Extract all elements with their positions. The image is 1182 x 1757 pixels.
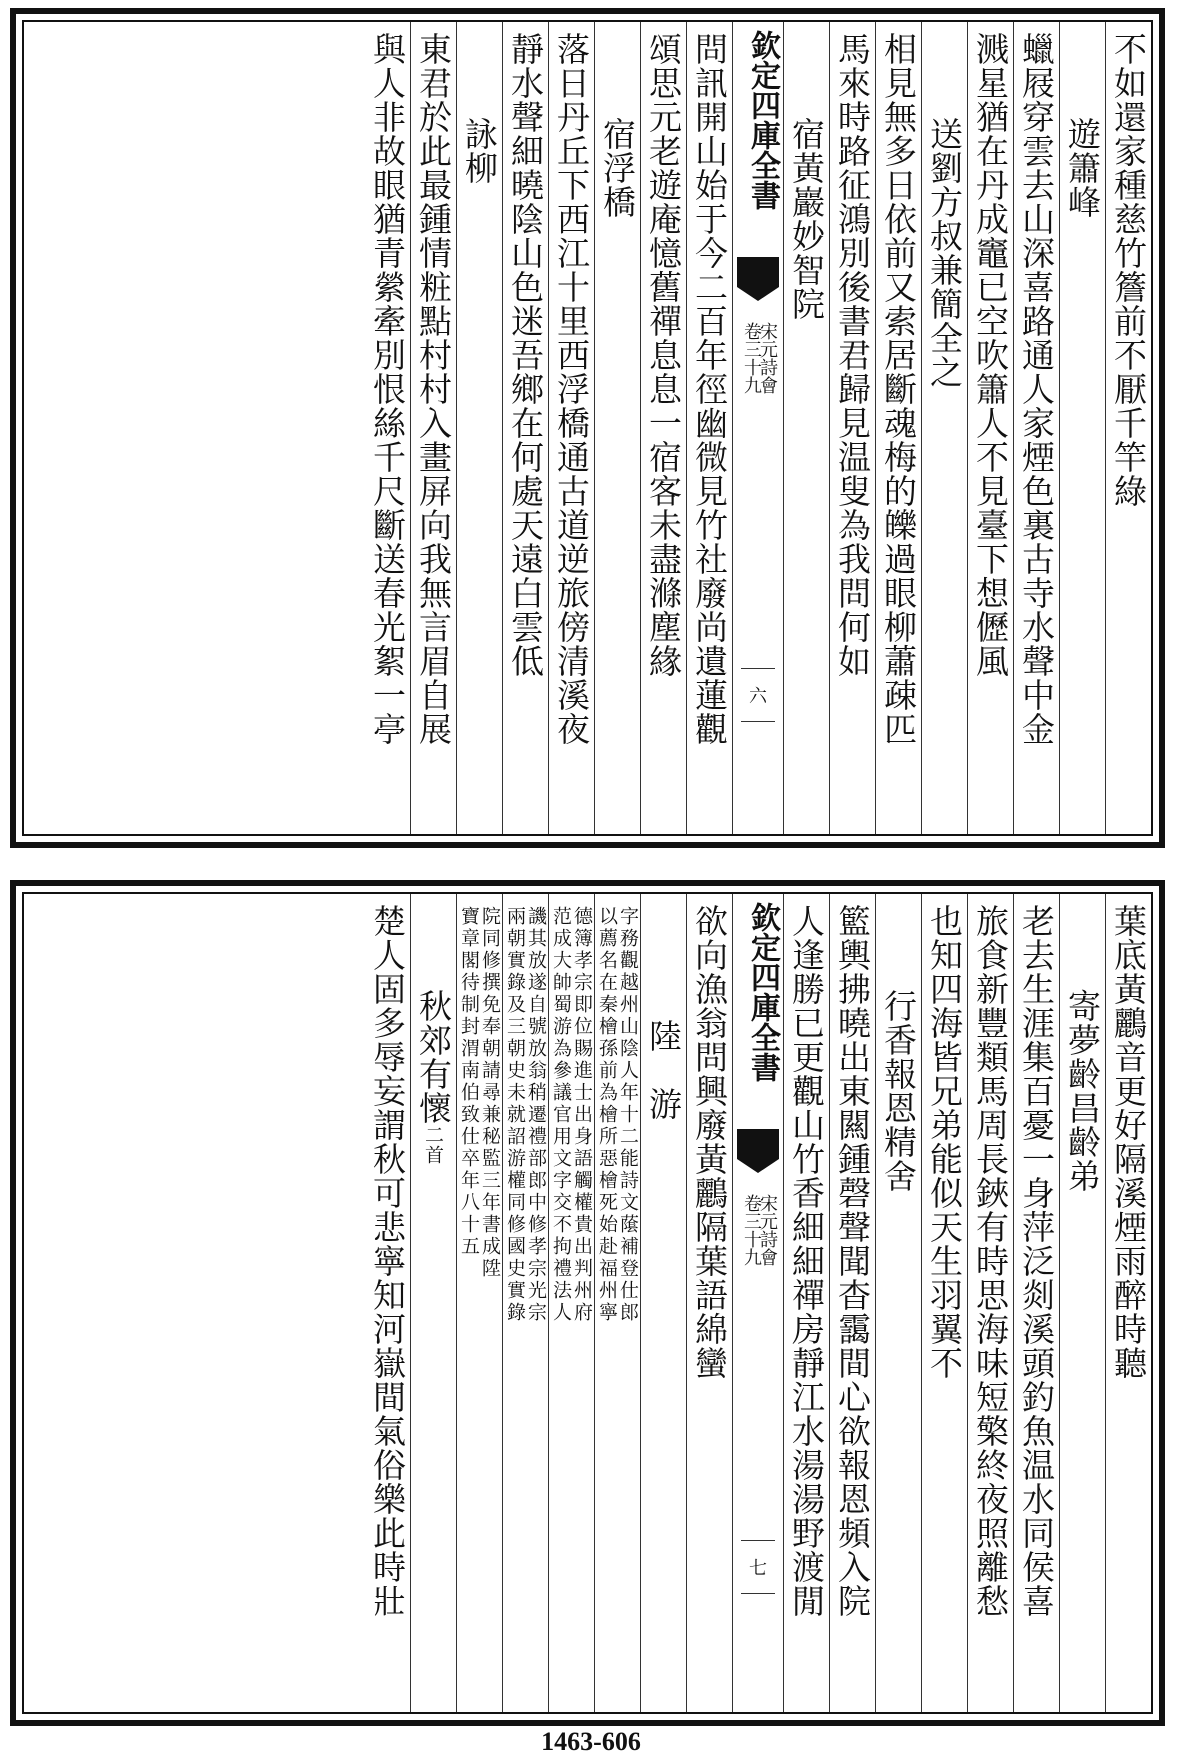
poem-title [786,117,826,321]
verse-line [832,32,872,678]
column-text: 宿黃巖妙智院 [787,117,826,321]
text-column [410,22,456,834]
poem-title [924,117,964,389]
author-name [643,1019,683,1121]
text-column [502,22,548,834]
annotation-line: 兩朝實錄及三朝史未就詔游權同修國史實錄 [504,906,526,1324]
annotation-line: 院同修撰免奉朝請尋兼秘監三年書成陞 [479,906,501,1280]
annotation-line: 字務觀越州山陰人年十二能詩文䕃補登仕郎 [617,906,639,1324]
volume-number: 卷三十九 [741,322,762,394]
text-column [410,894,456,1712]
text-column [640,22,686,834]
text-column [875,22,921,834]
column-text: 欲向漁翁問興廢黃鸝隔葉語綿蠻 [690,904,729,1380]
verse-line [505,32,545,678]
text-column [921,894,967,1712]
column-text: 東君於此最鍾情粧點村村入畫屏向我無言眉自展 [414,32,453,746]
column-text: 行香報恩精舍 [879,989,918,1193]
poem-title [1062,989,1102,1193]
page-number: 七 [733,1554,783,1580]
text-column [921,22,967,834]
annotation-line: 以薦名在秦檜孫前為檜所惡檜死始赴福州寧 [596,906,618,1324]
text-column [967,894,1013,1712]
center-gutter [732,22,783,834]
column-text: 與人非故眼猶青縈牽別恨絲千尺斷送春光絮一亭 [368,32,407,746]
text-column [364,22,410,834]
book-title: 欽定四庫全書 [745,902,780,1082]
page-bottom [10,880,1165,1726]
verse-line [786,904,826,1618]
text-column [456,894,502,1712]
verse-line [970,32,1010,678]
verse-line [1108,904,1148,1380]
verse-line [689,32,729,746]
annotation-line: 范成大帥蜀游為參議官用文字交不拘禮法人 [550,906,572,1324]
sheet-number: 1463-606 [541,1727,641,1756]
column-text: 葉底黃鸝音更好隔溪煙雨醉時聽 [1109,904,1148,1380]
column-text: 靜水聲細曉陰山色迷吾鄉在何處天遠白雲低 [506,32,545,678]
column-text: 老去生涯集百憂一身萍泛剡溪頭釣魚温水同侯喜 [1017,904,1056,1618]
column-text: 旅食新豐類馬周長鋏有時思海味短檠終夜照離愁 [971,904,1010,1618]
fish-tail-mark-icon [737,1129,779,1159]
column-text: 溅星猶在丹成竈已空吹簫人不見臺下想儮風 [971,32,1010,678]
verse-line [1016,904,1056,1618]
text-column [1105,22,1151,834]
poem-count: 二首 [422,1125,444,1165]
text-column [783,894,829,1712]
volume-number: 卷三十九 [741,1194,762,1266]
text-column [1013,22,1059,834]
text-column [548,894,594,1712]
verse-line [878,32,918,746]
page-top-columns [22,20,1153,836]
column-text: 不如還家種慈竹簷前不厭千竿綠 [1109,32,1148,508]
column-text: 馬來時路征鴻別後書君歸見温叟為我問何如 [833,32,872,678]
verse-line [924,904,964,1380]
verse-line [689,904,729,1380]
text-column [875,894,921,1712]
text-column [1059,894,1105,1712]
text-column [686,22,732,834]
text-column [640,894,686,1712]
text-column [783,22,829,834]
column-text: 落日丹丘下西江十里西浮橋通古道逆旅傍清溪夜 [552,32,591,746]
column-text: 陸 游 [644,1019,683,1121]
column-text: 問訊開山始于今二百年徑幽微見竹社廢尚遺蓮觀 [690,32,729,746]
annotation-line: 德簿孝宗即位賜進士出身語觸權貴出判州府 [571,906,593,1324]
fish-tail-mark-icon [737,257,779,287]
center-gutter [732,894,783,1712]
text-column [594,22,640,834]
column-text: 送劉方叔兼簡全之 [925,117,964,389]
text-column [1105,894,1151,1712]
poem-title [1062,117,1102,219]
text-column [364,894,410,1712]
verse-line [551,32,591,746]
column-text: 人逢勝已更觀山竹香細細禪房靜江水湯湯野渡閒 [787,904,826,1618]
column-text: 也知四海皆兄弟能似天生羽翼不 [925,904,964,1380]
verse-line [643,32,683,678]
text-column [548,22,594,834]
text-column [967,22,1013,834]
annotation-line: 譏其放遂自號放翁稍遷禮部郎中修孝宗光宗 [525,906,547,1324]
verse-line [1108,32,1148,508]
column-text: 秋郊有懷 [414,989,453,1125]
text-column [456,22,502,834]
text-column [502,894,548,1712]
verse-line [832,904,872,1618]
verse-line [970,904,1010,1618]
column-text: 籃輿拂曉出東闗鍾磬聲聞杳靄間心欲報恩頻入院 [833,904,872,1618]
text-column [686,894,732,1712]
verse-line [1016,32,1056,746]
page-top [10,8,1165,848]
text-column [1059,22,1105,834]
column-text: 寄夢齡昌齡弟 [1063,989,1102,1193]
column-text: 宿浮橋 [598,117,637,219]
verse-line [367,904,407,1618]
column-text: 詠柳 [460,117,499,185]
column-text: 頌思元老遊庵憶舊禪息息一宿客未盡滌塵緣 [644,32,683,678]
column-text: 相見無多日依前又索居斷魂梅的皪過眼柳蕭疎匹 [879,32,918,746]
column-text: 遊簫峰 [1063,117,1102,219]
verse-line [413,32,453,746]
verse-line [367,32,407,746]
poem-title [413,989,453,1165]
text-column [829,894,875,1712]
page-bottom-columns [22,892,1153,1714]
text-column [1013,894,1059,1712]
page-number: 六 [733,682,783,708]
poem-title [459,117,499,185]
text-column [829,22,875,834]
annotation-line: 寶章閣待制封渭南伯致仕卒年八十五 [458,906,480,1258]
poem-title [878,989,918,1193]
poem-title [597,117,637,219]
book-title: 欽定四庫全書 [745,30,780,210]
source-title: 宋元詩會 [757,1194,778,1266]
text-column [594,894,640,1712]
column-text: 楚人固多辱妄謂秋可悲寧知河嶽間氣俗樂此時壯 [368,904,407,1618]
source-title: 宋元詩會 [757,322,778,394]
column-text: 蠟屐穿雲去山深喜路通人家煙色裏古寺水聲中金 [1017,32,1056,746]
